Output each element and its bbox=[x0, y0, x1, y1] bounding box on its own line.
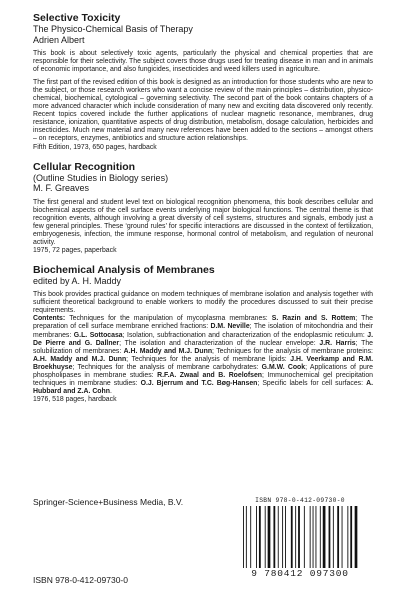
isbn-text: ISBN 978-0-412-09730-0 bbox=[33, 575, 128, 585]
contents-author: Contents: bbox=[33, 315, 70, 323]
back-cover-text bbox=[33, 12, 373, 413]
contents-author: J. De Pierre and G. Dallner bbox=[33, 331, 373, 347]
barcode-bar bbox=[265, 506, 266, 568]
book-subtitle: (Outline Studies in Biology series) bbox=[33, 172, 169, 183]
contents-chapter: ; Techniques for the analysis of membrane carbohydrates: bbox=[72, 363, 262, 371]
publication-info: 1975, 72 pages, paperback bbox=[33, 246, 117, 254]
barcode-bar bbox=[259, 506, 261, 568]
publication-info: 1976, 518 pages, hardback bbox=[33, 395, 117, 403]
description-paragraph: The first part of the revised edition of this book is designed as an introduction for those students who are new to the subject, or those research workers who want a concise review of the main principles – distribution, physico-chemical, biochemical, cytological – governing selectivity. The second part of the book contains chapters of a more advanced character which include consideration of many new and exciting data discovered only recently. Recent topics covered include the further applications of nuclear magnetic resonance, membranes, drug resistance, ionization, quantitative aspects of drug distribution, metabolism, dosage calculation, herbicides and insecticides. Much new material and many new references have been added to the sections – amongst others – on receptors, enzymes, antibiotics and structure action relationships. bbox=[33, 79, 373, 143]
book-description bbox=[33, 291, 373, 404]
barcode-bar bbox=[282, 506, 283, 568]
barcode-bar bbox=[320, 506, 321, 568]
barcode-bar bbox=[256, 506, 257, 568]
contents-author: G.M.W. Cook bbox=[261, 363, 306, 371]
barcode-bar bbox=[298, 506, 300, 568]
contents-chapter: ; Techniques for the analysis of membrane lipids: bbox=[126, 355, 291, 363]
book-entry-cellular-recognition bbox=[33, 161, 373, 255]
description-paragraph: The first general and student level text on biological recognition phenomena, this book describes cellular and biochemical aspects of the cell surface events underlying major biological functions. The central theme is that recognition events, although involving a great diversity of cell systems, structures and signals, embody just a few general principles. These ‘ground rules’ for specific interactions are discussed in the context of fertilization, embryogenesis, infection, the immune response, hormonal control of metabolism, and regulation of neuronal activity. bbox=[33, 198, 373, 246]
contents-author: A. Hubbard and Z.A. Cohn bbox=[33, 379, 373, 395]
barcode-bar bbox=[313, 506, 314, 568]
description-paragraph: This book is about selectively toxic agents, particularly the physical and chemical properties that are responsible for their selectivity. The subject covers those drugs used for treating disease in man and in animals of economic importance, and also fungicides, insecticides and weed killers used in agriculture. bbox=[33, 50, 373, 74]
book-title: Cellular Recognition bbox=[33, 160, 136, 173]
contents-author: D.M. Neville bbox=[210, 323, 250, 331]
barcode-bar bbox=[329, 506, 331, 568]
book-title: Selective Toxicity bbox=[33, 12, 121, 24]
barcode-isbn-label: ISBN 978-0-412-09730-0 bbox=[255, 497, 345, 504]
contents-chapter: ; The isolation and characterization of the nuclear envelope: bbox=[119, 339, 320, 347]
book-title: Biochemical Analysis of Membranes bbox=[33, 263, 215, 276]
barcode-bar bbox=[291, 506, 293, 568]
book-subtitle: The Physico-Chemical Basis of Therapy bbox=[33, 24, 193, 34]
description-paragraph: This book provides practical guidance on modern techniques of membrane isolation and analysis together with sufficient theoretical background to enable workers to modify the procedures discussed to suit their precise requirements. bbox=[33, 291, 373, 315]
contents-chapter: ; Isolation, subfractionation and characterization of the endoplasmic reticulum: bbox=[122, 331, 368, 339]
contents-author: A.H. Maddy and M.J. Dunn bbox=[33, 355, 127, 363]
barcode-bar bbox=[350, 506, 352, 568]
book-editor: edited by A. H. Maddy bbox=[33, 275, 122, 286]
contents-chapter: Techniques for the manipulation of mycoplasma membranes: bbox=[69, 315, 272, 323]
publication-info: Fifth Edition, 1973, 650 pages, hardback bbox=[33, 143, 157, 151]
barcode-bar bbox=[243, 506, 244, 568]
barcode-bar bbox=[347, 506, 348, 568]
publisher-name: Springer-Science+Business Media, B.V. bbox=[33, 497, 184, 507]
barcode-bar bbox=[246, 506, 247, 568]
barcode-bar bbox=[310, 506, 311, 568]
contents-author: A.H. Maddy and M.J. Dunn bbox=[123, 347, 213, 355]
barcode-bar bbox=[323, 506, 326, 568]
book-author: Adrien Albert bbox=[33, 34, 85, 45]
barcode-bar bbox=[273, 506, 275, 568]
contents-author: J.R. Harris bbox=[319, 339, 356, 347]
barcode-bar bbox=[250, 506, 251, 568]
barcode-bar bbox=[316, 506, 317, 568]
contents-author: J.H. Veerkamp and R.M. Broekhuyse bbox=[33, 355, 373, 371]
contents-chapter: ; The solubilization of membranes: bbox=[33, 339, 373, 355]
barcode-bar bbox=[355, 506, 358, 568]
contents-chapter: ; Techniques for the analysis of membrane proteins: bbox=[212, 347, 373, 355]
contents-author: O.J. Bjerrum and T.C. Bøg-Hansen bbox=[140, 379, 258, 387]
barcode-bar bbox=[333, 506, 334, 568]
barcode bbox=[230, 497, 370, 585]
barcode-bar bbox=[268, 506, 271, 568]
contents-author: R.F.A. Zwaal and B. Roelofsen bbox=[157, 371, 263, 379]
book-entry-biochemical-analysis bbox=[33, 264, 373, 404]
contents-chapter: ; The isolation of mitochondria and their membranes: bbox=[33, 323, 373, 339]
contents-chapter: . bbox=[109, 387, 112, 395]
barcode-digits: 9 780412 097300 bbox=[251, 568, 349, 579]
contents-author: G.L. Sottocasa bbox=[73, 331, 123, 339]
contents-list bbox=[33, 315, 373, 395]
barcode-bar bbox=[337, 506, 339, 568]
contents-chapter: ; Specific labels for cell surfaces: bbox=[257, 379, 367, 387]
book-entry-selective-toxicity bbox=[33, 12, 373, 152]
barcode-bar bbox=[285, 506, 286, 568]
barcode-bar bbox=[278, 506, 279, 568]
barcode-bar bbox=[342, 506, 343, 568]
barcode-bars bbox=[239, 506, 361, 568]
barcode-bar bbox=[304, 506, 305, 568]
book-author: M. F. Greaves bbox=[33, 183, 90, 194]
contents-chapter: ; Immunochemical gel precipitation techniques in membrane studies: bbox=[33, 371, 374, 387]
book-description bbox=[33, 199, 373, 255]
book-description bbox=[33, 50, 373, 152]
contents-chapter: ; Applications of pure phospholipases in membrane studies: bbox=[33, 363, 373, 379]
barcode-bar bbox=[295, 506, 296, 568]
contents-author: S. Razin and S. Rottem bbox=[271, 315, 356, 323]
contents-chapter: ; The preparation of cell surface membrane enriched fractions: bbox=[33, 315, 373, 331]
